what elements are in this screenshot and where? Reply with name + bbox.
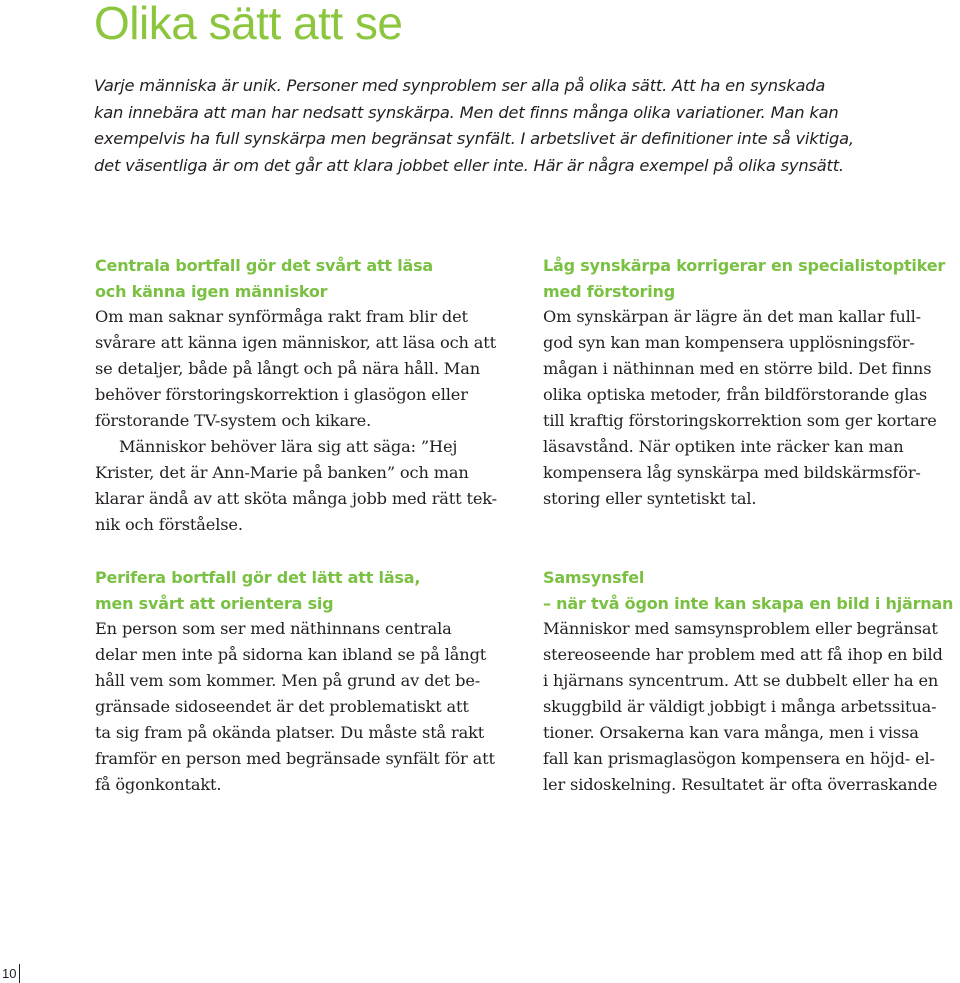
body-line: Människor med samsynsproblem eller begränsat xyxy=(543,619,938,638)
body-line: håll vem som kommer. Men på grund av det be- xyxy=(95,671,481,690)
section-low-vision xyxy=(543,253,960,512)
body-line: se detaljer, både på långt och på nära håll. Man xyxy=(95,359,481,378)
section-body-second-paragraph xyxy=(95,434,525,538)
heading-line: Centrala bortfall gör det svårt att läsa xyxy=(95,256,434,275)
body-line: delar men inte på sidorna kan ibland se på långt xyxy=(95,645,487,664)
heading-line: Perifera bortfall gör det lätt att läsa, xyxy=(95,568,421,587)
body-line: storing eller syntetiskt tal. xyxy=(543,489,757,508)
intro-line: kan innebära att man har nedsatt synskärpa. Men det finns många olika variationer. Man kan xyxy=(94,102,839,122)
heading-line: men svårt att orientera sig xyxy=(95,593,334,613)
body-line: läsavstånd. När optiken inte räcker kan man xyxy=(543,437,904,456)
heading-line: Samsynsfel xyxy=(543,568,645,587)
intro-line: Varje människa är unik. Personer med synproblem ser alla på olika sätt. Att ha en synskada xyxy=(94,76,826,95)
section-heading xyxy=(95,253,525,304)
page-number: 10 xyxy=(0,964,20,983)
intro-line: det väsentliga är om det går att klara jobbet eller inte. Här är några exempel på olika synsätt. xyxy=(94,155,844,175)
body-line: skuggbild är väldigt jobbigt i många arbetssitua- xyxy=(543,697,937,716)
body-line: kompensera låg synskärpa med bildskärmsför- xyxy=(543,463,921,482)
section-binocular-vision xyxy=(543,565,960,798)
body-line: svårare att känna igen människor, att läsa och att xyxy=(95,333,496,352)
body-line: ler sidoskelning. Resultatet är ofta överraskande xyxy=(543,775,938,794)
heading-line: och känna igen människor xyxy=(95,281,328,301)
body-line: tioner. Orsakerna kan vara många, men i vissa xyxy=(543,723,919,742)
body-line: fall kan prismaglasögon kompensera en höjd- el- xyxy=(543,749,935,768)
section-central-loss xyxy=(95,253,525,538)
body-line: nik och förståelse. xyxy=(95,515,243,534)
section-body xyxy=(95,616,525,798)
section-peripheral-loss xyxy=(95,565,525,798)
heading-line: – när två ögon inte kan skapa en bild i hjärnan xyxy=(543,593,954,613)
section-heading xyxy=(543,565,960,616)
page-title: Olika sätt att se xyxy=(94,0,403,49)
body-line: få ögonkontakt. xyxy=(95,775,222,794)
body-line: Krister, det är Ann-Marie på banken” och man xyxy=(95,463,469,482)
body-line: framför en person med begränsade synfält för att xyxy=(95,749,495,768)
intro-line: exempelvis ha full synskärpa men begränsat synfält. I arbetslivet är definitioner inte så viktiga, xyxy=(94,129,854,148)
section-heading xyxy=(543,253,960,304)
body-line: olika optiska metoder, från bildförstorande glas xyxy=(543,385,928,404)
body-line: Människor behöver lära sig att säga: ”Hej xyxy=(119,437,458,456)
intro-paragraph xyxy=(94,73,874,179)
body-line: till kraftig förstoringskorrektion som ger kortare xyxy=(543,411,937,430)
body-line: behöver förstoringskorrektion i glasögon eller xyxy=(95,385,468,404)
heading-line: Låg synskärpa korrigerar en specialistoptiker xyxy=(543,256,946,275)
body-line: En person som ser med näthinnans centrala xyxy=(95,619,452,638)
body-line: stereoseende har problem med att få ihop en bild xyxy=(543,645,943,664)
body-line: klarar ändå av att sköta många jobb med rätt tek- xyxy=(95,489,497,508)
section-body xyxy=(543,304,960,512)
body-line: god syn kan man kompensera upplösningsför- xyxy=(543,333,915,352)
heading-line: med förstoring xyxy=(543,281,675,301)
body-line: förstorande TV-system och kikare. xyxy=(95,411,372,430)
body-line: Om synskärpan är lägre än det man kallar full- xyxy=(543,307,921,326)
body-line: Om man saknar synförmåga rakt fram blir det xyxy=(95,307,468,326)
body-line: gränsade sidoseendet är det problematiskt att xyxy=(95,697,469,716)
section-body xyxy=(543,616,960,798)
section-body xyxy=(95,304,525,434)
body-line: ta sig fram på okända platser. Du måste stå rakt xyxy=(95,723,485,742)
section-heading xyxy=(95,565,525,616)
body-line: mågan i näthinnan med en större bild. Det finns xyxy=(543,359,932,378)
body-line: i hjärnans syncentrum. Att se dubbelt eller ha en xyxy=(543,671,939,690)
